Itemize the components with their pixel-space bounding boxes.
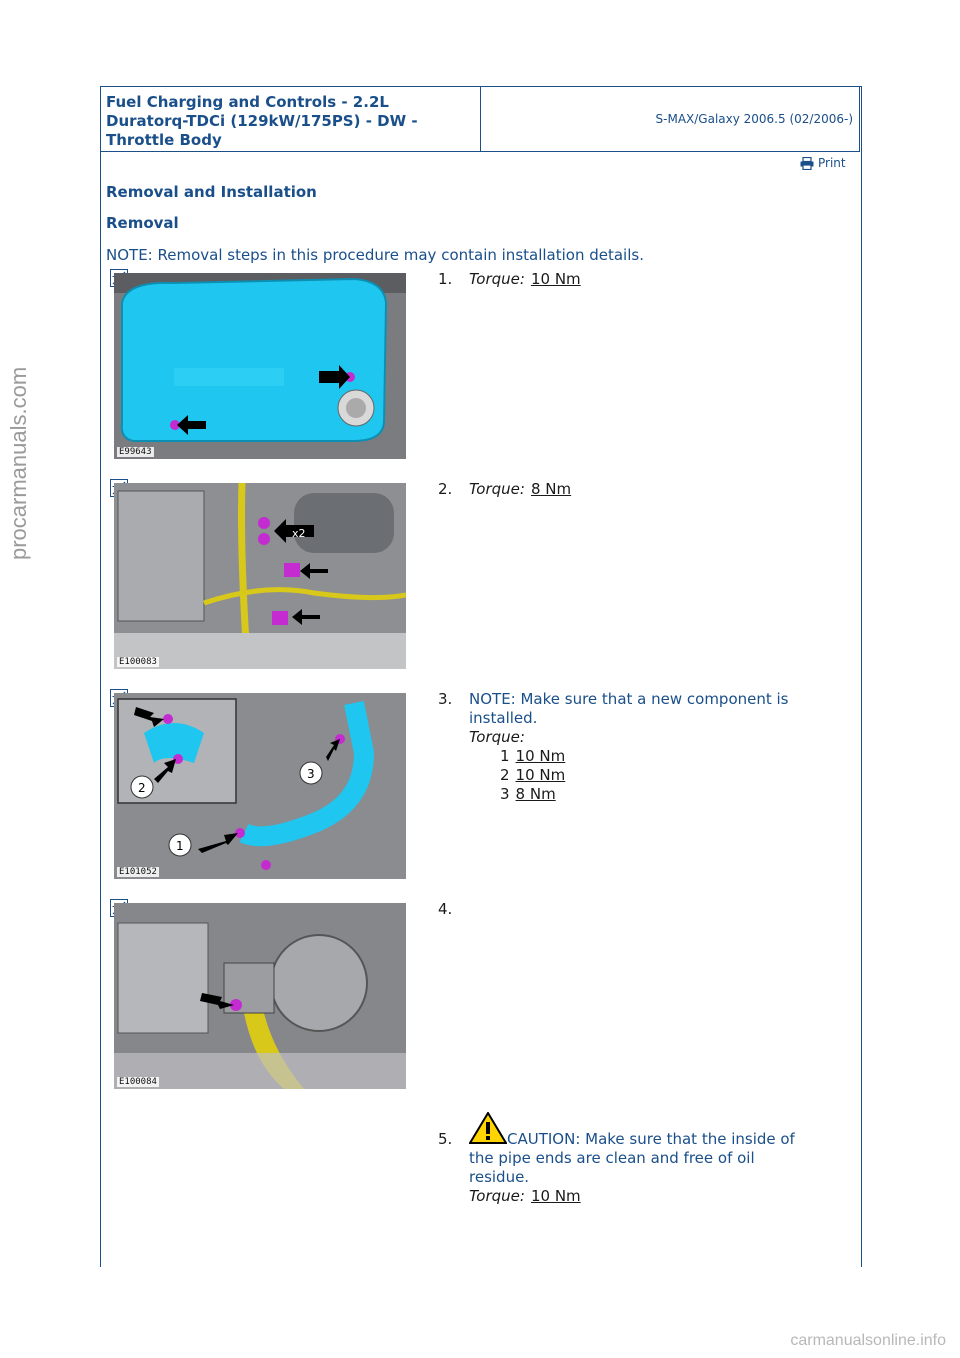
caution-line-1 (469, 1130, 829, 1149)
torque-item-2 (500, 766, 829, 785)
figure-engine-cover[interactable] (114, 273, 406, 459)
figure-label: E100084 (119, 1077, 157, 1087)
step-number: 5. (438, 1130, 453, 1148)
title-line-2: Duratorq-TDCi (129kW/175PS) - DW - (106, 112, 418, 130)
step-note-line-1: NOTE: Make sure that a new component is (469, 690, 789, 708)
torque-value[interactable]: 8 Nm (530, 480, 572, 498)
caution-line-3: residue. (469, 1168, 530, 1186)
caution-text-1: CAUTION: Make sure that the inside of (507, 1130, 795, 1148)
print-label: Print (818, 156, 846, 170)
torque-label: Torque: (469, 728, 525, 746)
bottom-watermark: carmanualsonline.info (790, 1332, 946, 1349)
torque-item-1 (500, 747, 829, 766)
torque-label: Torque: (469, 270, 525, 288)
side-watermark: procarmanuals.com (6, 366, 31, 560)
figure-label: E101052 (119, 867, 157, 877)
step-note-line-2: installed. (469, 709, 538, 727)
figure-intake-pipe[interactable] (114, 693, 406, 879)
torque-value[interactable]: 10 Nm (515, 747, 566, 765)
step-number: 2. (438, 480, 453, 498)
torque-label: Torque: (469, 480, 525, 498)
warning-icon (469, 1112, 507, 1144)
torque-item-number: 2 (500, 766, 510, 784)
model-label: S-MAX/Galaxy 2006.5 (02/2006-) (655, 112, 853, 126)
svg-text:1: 1 (176, 839, 184, 853)
step-number: 4. (438, 900, 453, 918)
torque-value[interactable]: 10 Nm (530, 270, 581, 288)
svg-text:x2: x2 (292, 527, 306, 540)
figure-label: E100083 (119, 657, 157, 667)
svg-text:3: 3 (307, 767, 315, 781)
figure-wiring[interactable] (114, 483, 406, 669)
title-line-3: Throttle Body (106, 131, 222, 149)
torque-item-number: 3 (500, 785, 510, 803)
torque-value[interactable]: 10 Nm (515, 766, 566, 784)
document-title (101, 87, 481, 151)
torque-item-number: 1 (500, 747, 510, 765)
torque-value[interactable]: 8 Nm (515, 785, 556, 803)
svg-text:2: 2 (138, 781, 146, 795)
printer-icon (800, 157, 814, 170)
figure-throttle-body[interactable] (114, 903, 406, 1089)
document-header (100, 86, 860, 152)
step-number: 1. (438, 270, 453, 288)
subsection-title: Removal (106, 214, 179, 232)
torque-item-3 (500, 785, 829, 804)
figure-label: E99643 (119, 447, 152, 457)
section-title: Removal and Installation (106, 183, 317, 201)
step-number: 3. (438, 690, 453, 708)
title-line-1: Fuel Charging and Controls - 2.2L (106, 93, 389, 111)
torque-value[interactable]: 10 Nm (530, 1187, 581, 1205)
caution-line-2: the pipe ends are clean and free of oil (469, 1149, 755, 1167)
torque-label: Torque: (469, 1187, 525, 1205)
procedure-note: NOTE: Removal steps in this procedure may contain installation details. (106, 246, 644, 264)
print-button[interactable] (800, 156, 846, 170)
